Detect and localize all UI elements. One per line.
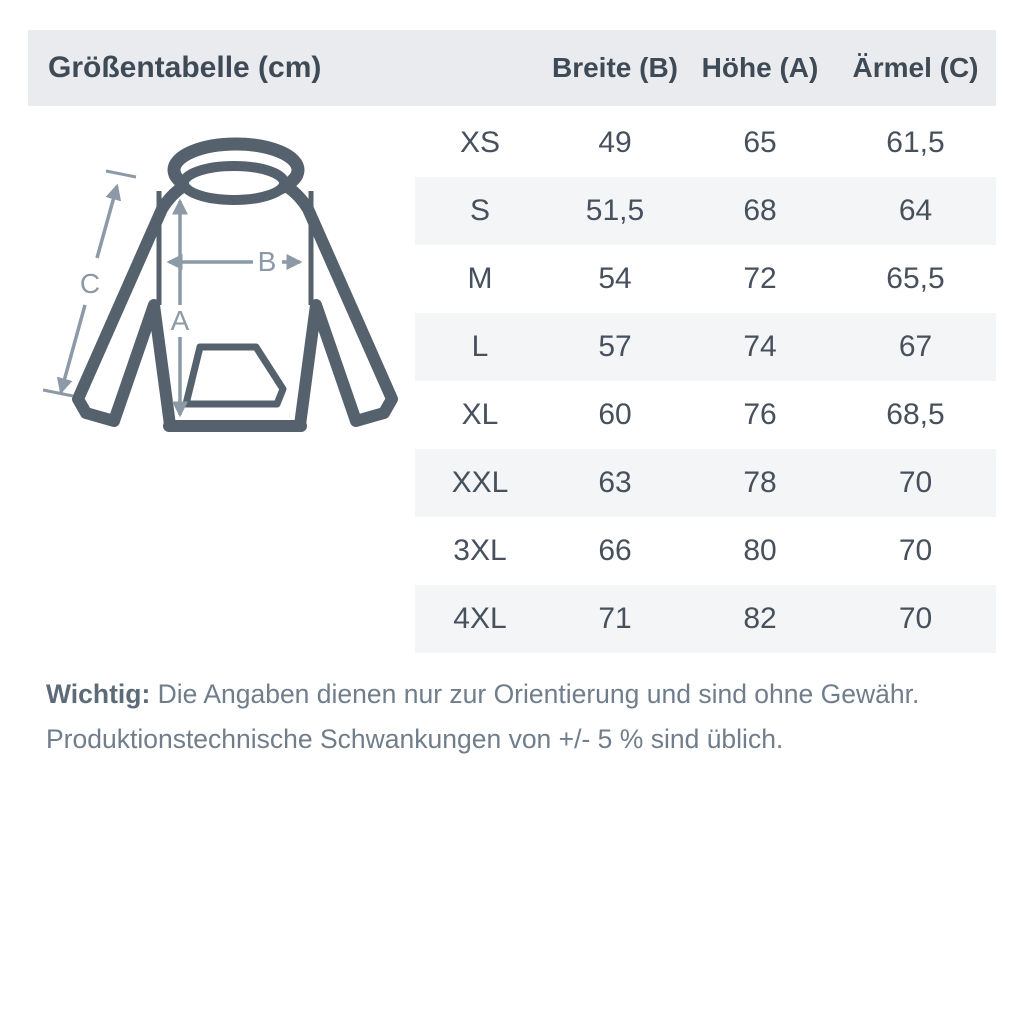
cell-size: S [469, 194, 490, 227]
cell-breite: 63 [598, 466, 632, 499]
cell-breite: 71 [598, 602, 632, 635]
table-row [415, 109, 996, 177]
cell-aermel: 64 [898, 194, 933, 227]
dimension-label-c: C [79, 268, 101, 299]
table-row [415, 177, 996, 245]
table-row [415, 313, 996, 381]
col-header-aermel: Ärmel (C) [852, 52, 979, 83]
footer-line-2: Produktionstechnische Schwankungen von +/- 5 % sind üblich. [46, 724, 784, 754]
cell-aermel: 70 [898, 534, 933, 567]
hoodie-diagram [40, 115, 430, 460]
cell-size: XS [459, 126, 501, 159]
cell-aermel: 70 [898, 466, 933, 499]
dimension-label-a: A [170, 305, 190, 336]
cell-breite: 51,5 [585, 194, 645, 227]
col-header-size [415, 30, 545, 106]
column-headers [415, 30, 996, 106]
page-title: Größentabelle (cm) [48, 51, 322, 84]
pocket-outline [186, 347, 283, 404]
cell-size: M [467, 262, 493, 295]
size-table-body [415, 109, 996, 653]
cell-hoehe: 68 [743, 194, 777, 227]
footer-note [46, 672, 986, 762]
cell-hoehe: 72 [743, 262, 777, 295]
table-row [415, 585, 996, 653]
col-header-hoehe: Höhe (A) [701, 52, 819, 83]
cell-size: XXL [451, 466, 509, 499]
cell-aermel: 70 [898, 602, 933, 635]
table-row [415, 381, 996, 449]
cell-hoehe: 74 [743, 330, 777, 363]
footer-line-1-text: Die Angaben dienen nur zur Orientierung und sind ohne Gewähr. [157, 679, 920, 709]
cell-hoehe: 76 [743, 398, 777, 431]
footer-line-1 [46, 672, 986, 717]
table-row [415, 517, 996, 585]
cell-breite: 66 [598, 534, 632, 567]
cell-breite: 57 [598, 330, 632, 363]
cell-size: 4XL [453, 602, 507, 635]
hood-icon [174, 144, 298, 200]
col-header-breite: Breite (B) [551, 52, 678, 83]
table-row [415, 449, 996, 517]
cell-hoehe: 82 [743, 602, 777, 635]
cell-hoehe: 80 [743, 534, 777, 567]
cell-breite: 54 [598, 262, 632, 295]
hoodie-body-seams [159, 191, 311, 305]
cell-size: XL [461, 398, 499, 431]
cell-aermel: 65,5 [886, 262, 945, 295]
cell-breite: 60 [598, 398, 632, 431]
cell-breite: 49 [598, 126, 632, 159]
header-band [28, 30, 996, 106]
cell-hoehe: 78 [743, 466, 777, 499]
cell-aermel: 68,5 [886, 398, 945, 431]
table-row [415, 245, 996, 313]
cell-aermel: 61,5 [886, 126, 945, 159]
cell-aermel: 67 [898, 330, 933, 363]
footer-important-label: Wichtig: [46, 679, 151, 709]
cell-size: 3XL [453, 534, 507, 567]
dimension-label-b: B [257, 246, 277, 277]
cell-hoehe: 65 [743, 126, 777, 159]
cell-size: L [471, 330, 489, 363]
